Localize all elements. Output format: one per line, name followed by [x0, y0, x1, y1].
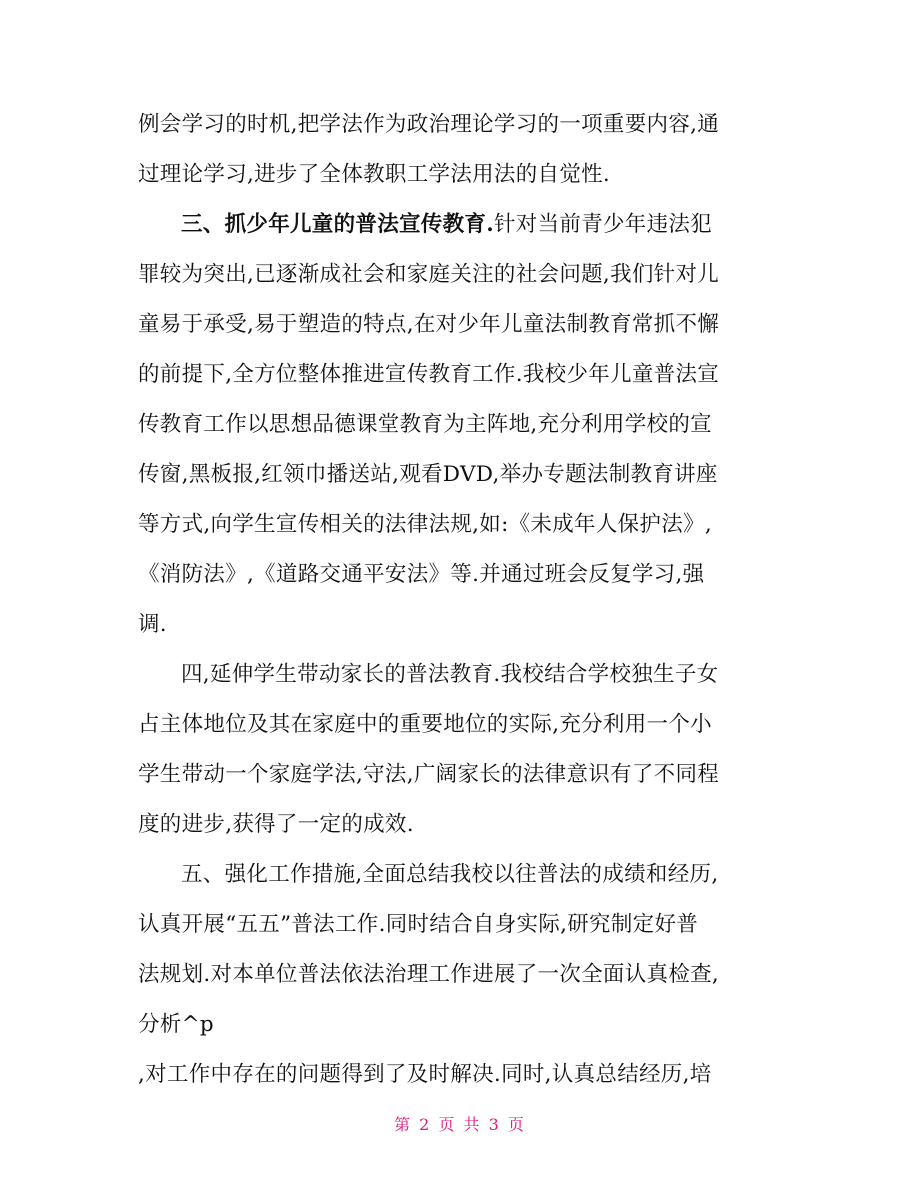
- text-line: 占主体地位及其在家庭中的重要地位的实际,充分利用一个小: [138, 712, 712, 737]
- page-number-footer: 第 2 页 共 3 页: [394, 1115, 526, 1134]
- text-line: 法规划.对本单位普法依法治理工作进展了一次全面认真检查,: [138, 962, 720, 987]
- text-line: 分析^p: [138, 1012, 214, 1037]
- section-3-heading: 三、抓少年儿童的普法宣传教育.: [181, 212, 494, 237]
- text-line: 度的进步,获得了一定的成效.: [138, 812, 414, 837]
- text-line: 罪较为突出,已逐渐成社会和家庭关注的社会问题,我们针对儿: [138, 262, 720, 287]
- text-line: 例会学习的时机,把学法作为政治理论学习的一项重要内容,通: [138, 112, 720, 137]
- text-line: ,对工作中存在的问题得到了及时解决.同时,认真总结经历,培: [138, 1062, 712, 1087]
- text-line: 传窗,黑板报,红领巾播送站,观看DVD,举办专题法制教育讲座: [138, 462, 718, 487]
- section-5-first-line: 五、强化工作措施,全面总结我校以往普法的成绩和经历,: [181, 862, 719, 887]
- section-3-first-line: [138, 200, 788, 250]
- text-line: 调.: [138, 612, 167, 637]
- text-line: 的前提下,全方位整体推进宣传教育工作.我校少年儿童普法宣: [138, 362, 720, 387]
- text-line: 童易于承受,易于塑造的特点,在对少年儿童法制教育常抓不懈: [138, 312, 720, 337]
- section-3-heading-rest: 针对当前青少年违法犯: [494, 212, 713, 237]
- text-line: 等方式,向学生宣传相关的法律法规,如:《未成年人保护法》,: [138, 512, 712, 537]
- text-line: 传教育工作以思想品德课堂教育为主阵地,充分利用学校的宣: [138, 412, 712, 437]
- document-body: [138, 100, 788, 1100]
- text-line: 认真开展“五五”普法工作.同时结合自身实际,研究制定好普: [138, 912, 699, 937]
- text-line: 《消防法》,《道路交通平安法》等.并通过班会反复学习,强: [138, 562, 705, 587]
- text-line: 过理论学习,进步了全体教职工学法用法的自觉性.: [138, 162, 611, 187]
- text-line: 学生带动一个家庭学法,守法,广阔家长的法律意识有了不同程: [138, 762, 720, 787]
- section-4-first-line: 四,延伸学生带动家长的普法教育.我校结合学校独生子女: [181, 662, 719, 687]
